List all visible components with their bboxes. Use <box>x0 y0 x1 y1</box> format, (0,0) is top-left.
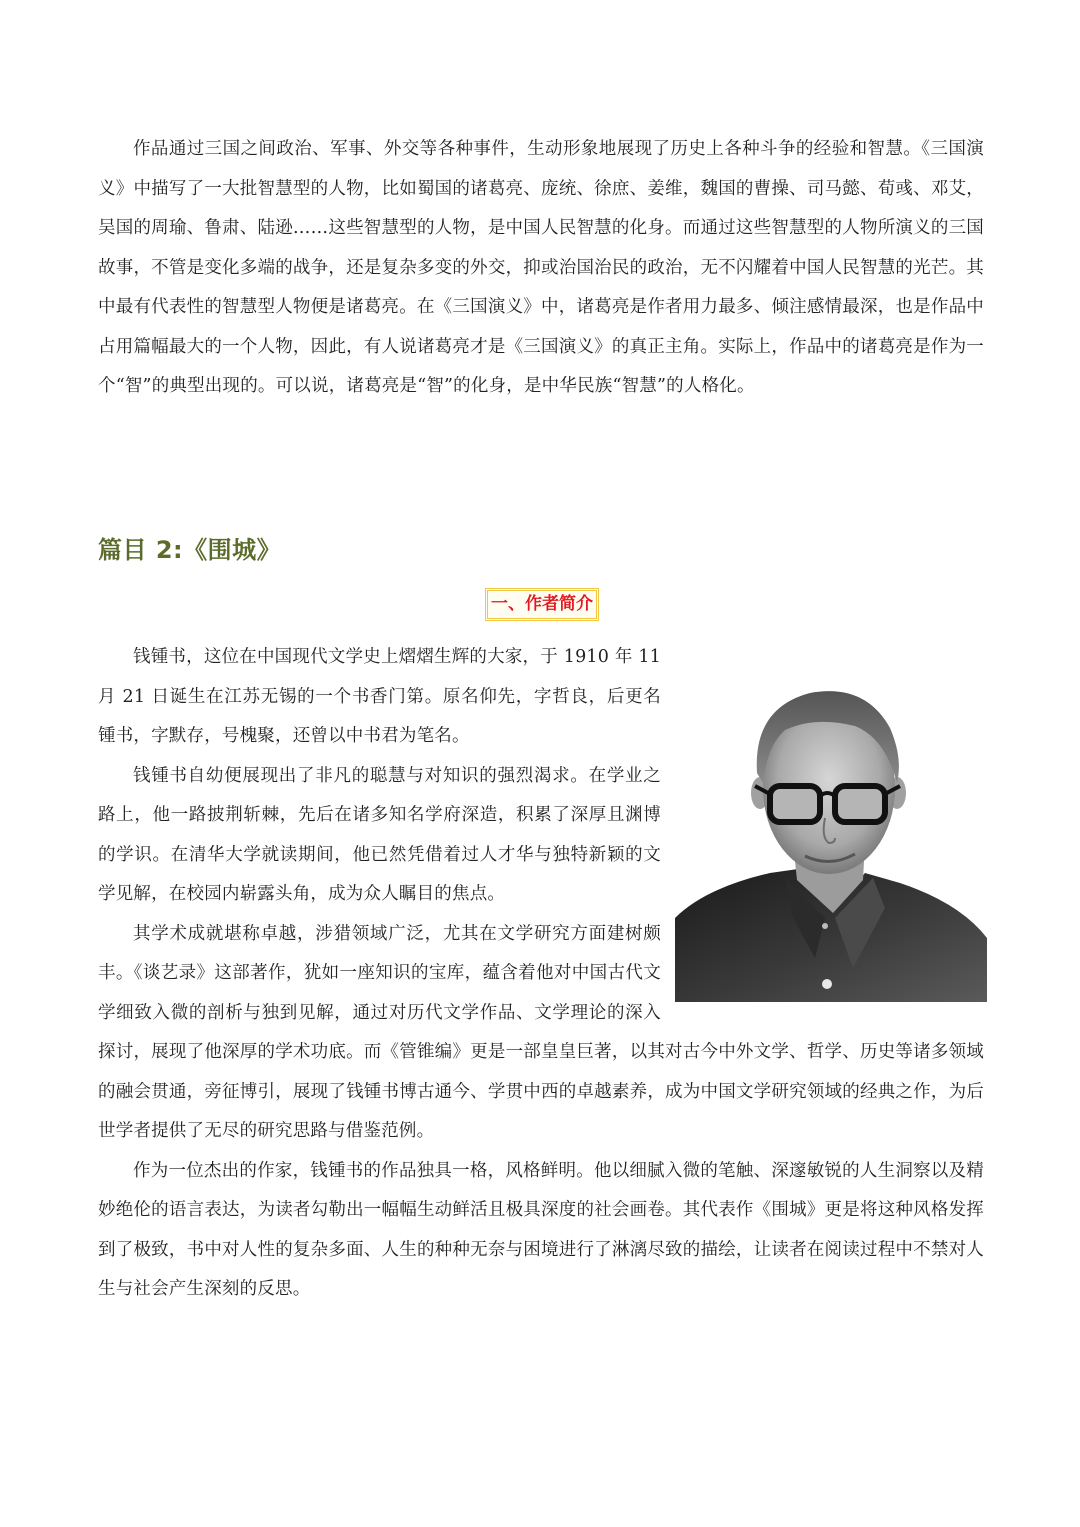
bio-paragraph: 钱锺书自幼便展现出了非凡的聪慧与对知识的强烈渴求。在学业之路上，他一路披荆斩棘，先后在诸多知名学府深造，积累了深厚且渊博的学识。在清华大学就读期间，他已然凭借着过人才华与独特新颖的文学见解，在校园内崭露头角，成为众人瞩目的焦点。 <box>98 765 661 904</box>
author-portrait-image <box>675 668 987 1002</box>
bio-paragraph: 作为一位杰出的作家，钱锺书的作品独具一格，风格鲜明。他以细腻入微的笔触、深邃敏锐的人生洞察以及精妙绝伦的语言表达，为读者勾勒出一幅幅生动鲜活且极具深度的社会画卷。其代表作《围城》更是将这种风格发挥到了极致，书中对人性的复杂多面、人生的种种无奈与困境进行了淋漓尽致的描绘，让读者在阅读过程中不禁对人生与社会产生深刻的反思。 <box>98 1160 984 1299</box>
section-title: 篇目 2:《围城》 <box>98 536 282 564</box>
author-bio-section <box>98 638 984 1310</box>
subheading-container <box>98 588 984 621</box>
author-intro-subheading: 一、作者简介 <box>485 588 599 621</box>
intro-paragraph: 作品通过三国之间政治、军事、外交等各种事件，生动形象地展现了历史上各种斗争的经验和智慧。《三国演义》中描写了一大批智慧型的人物，比如蜀国的诸葛亮、庞统、徐庶、姜维，魏国的曹操、司马懿、荀彧、邓艾，吴国的周瑜、鲁肃、陆逊……这些智慧型的人物，是中国人民智慧的化身。而通过这些智慧型的人物所演义的三国故事，不管是变化多端的战争，还是复杂多变的外交，抑或治国治民的政治，无不闪耀着中国人民智慧的光芒。其中最有代表性的智慧型人物便是诸葛亮。在《三国演义》中，诸葛亮是作者用力最多、倾注感情最深，也是作品中占用篇幅最大的一个人物，因此，有人说诸葛亮才是《三国演义》的真正主角。实际上，作品中的诸葛亮是作为一个“智”的典型出现的。可以说，诸葛亮是“智”的化身，是中华民族“智慧”的人格化。 <box>98 139 984 396</box>
bio-paragraph: 钱锺书，这位在中国现代文学史上熠熠生辉的大家，于 1910 年 11 月 21 日诞生在江苏无锡的一个书香门第。原名仰先，字哲良，后更名锺书，字默存，号槐聚，还曾以中书君为笔名。 <box>98 647 661 746</box>
bio-paragraph: 其学术成就堪称卓越，涉猎领域广泛，尤其在文学研究方面建树颇丰。《谈艺录》这部著作，犹如一座知识的宝库，蕴含着他对中国古代文学细致入微的剖析与独到见解，通过对历代文学作品、文学理论的深入探讨，展现了他深厚的学术功底。而《管锥编》更是一部皇皇巨著，以其对古今中外文学、哲学、历史等诸多领域的融会贯通，旁征博引，展现了钱锺书博古通今、学贯中西的卓越素养，成为中国文学研究领域的经典之作，为后世学者提供了无尽的研究思路与借鉴范例。 <box>98 923 984 1141</box>
